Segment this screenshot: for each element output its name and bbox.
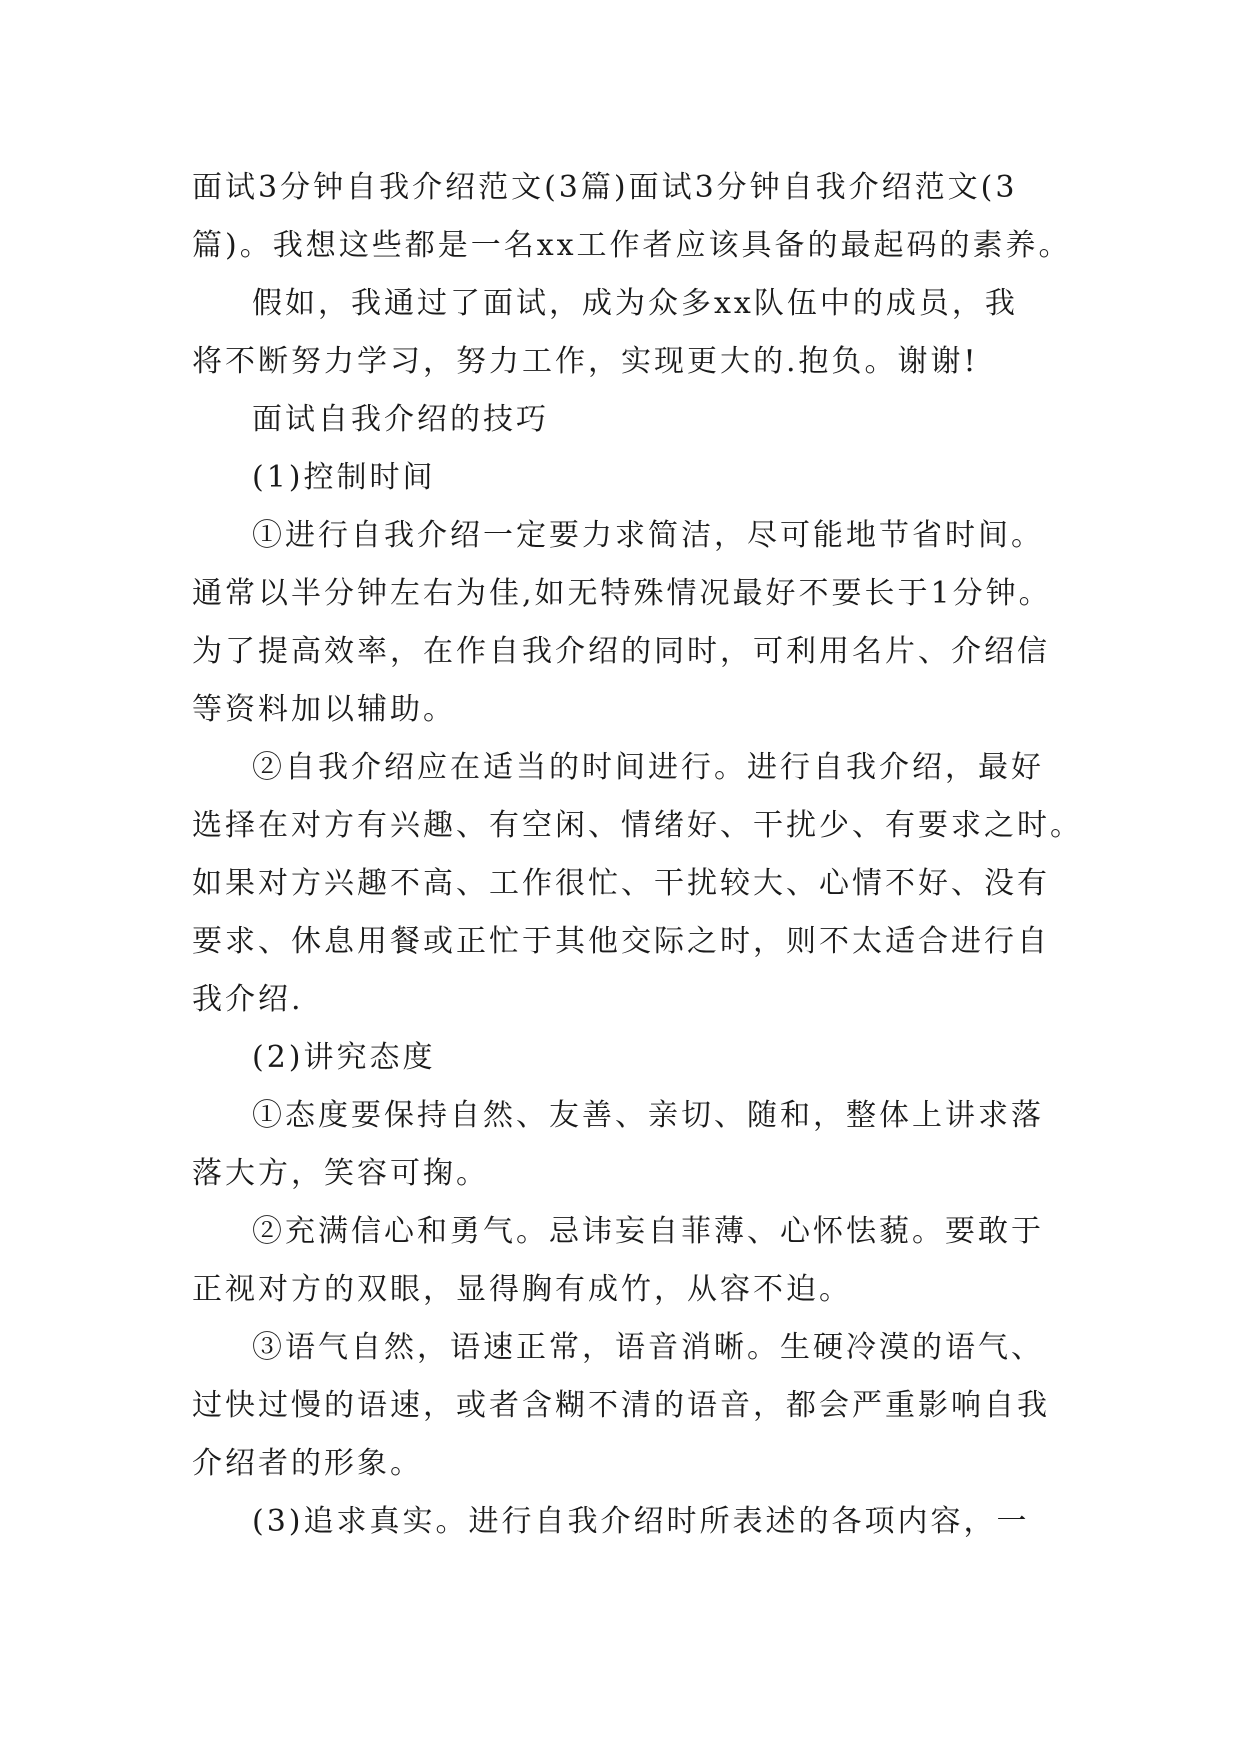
text-line: 正视对方的双眼，显得胸有成竹，从容不迫。 xyxy=(192,1272,852,1307)
text-line: ②充满信心和勇气。忌讳妄自菲薄、心怀怯藐。要敢于 xyxy=(252,1214,1044,1249)
text-line: 等资料加以辅助。 xyxy=(192,692,456,727)
text-line: ①进行自我介绍一定要力求简洁，尽可能地节省时间。 xyxy=(252,518,1044,553)
text-line: 如果对方兴趣不高、工作很忙、干扰较大、心情不好、没有 xyxy=(192,866,1050,901)
text-line: ②自我介绍应在适当的时间进行。进行自我介绍，最好 xyxy=(252,750,1044,785)
text-line: (3)追求真实。进行自我介绍时所表述的各项内容，一 xyxy=(252,1504,1030,1539)
text-line: 过快过慢的语速，或者含糊不清的语音，都会严重影响自我 xyxy=(192,1388,1050,1423)
section-heading: 面试自我介绍的技巧 xyxy=(252,402,549,437)
subsection-heading: (2)讲究态度 xyxy=(252,1040,436,1075)
text-line: 篇)。我想这些都是一名xx工作者应该具备的最起码的素养。 xyxy=(192,228,1072,263)
text-line: 将不断努力学习，努力工作，实现更大的.抱负。谢谢! xyxy=(192,344,979,379)
subsection-heading: (1)控制时间 xyxy=(252,460,436,495)
text-line: 选择在对方有兴趣、有空闲、情绪好、干扰少、有要求之时。 xyxy=(192,808,1083,843)
text-line: 介绍者的形象。 xyxy=(192,1446,423,1481)
text-line: 假如，我通过了面试，成为众多xx队伍中的成员，我 xyxy=(252,286,1018,321)
text-line: 为了提高效率，在作自我介绍的同时，可利用名片、介绍信 xyxy=(192,634,1050,669)
text-line: ③语气自然，语速正常，语音消晰。生硬冷漠的语气、 xyxy=(252,1330,1044,1365)
text-line: 我介绍. xyxy=(192,982,304,1017)
text-line: 通常以半分钟左右为佳,如无特殊情况最好不要长于1分钟。 xyxy=(192,576,1052,611)
text-line: 要求、休息用餐或正忙于其他交际之时，则不太适合进行自 xyxy=(192,924,1050,959)
text-line: 落大方，笑容可掬。 xyxy=(192,1156,489,1191)
text-line: 面试3分钟自我介绍范文(3篇)面试3分钟自我介绍范文(3 xyxy=(192,170,1018,205)
text-line: ①态度要保持自然、友善、亲切、随和，整体上讲求落 xyxy=(252,1098,1044,1133)
